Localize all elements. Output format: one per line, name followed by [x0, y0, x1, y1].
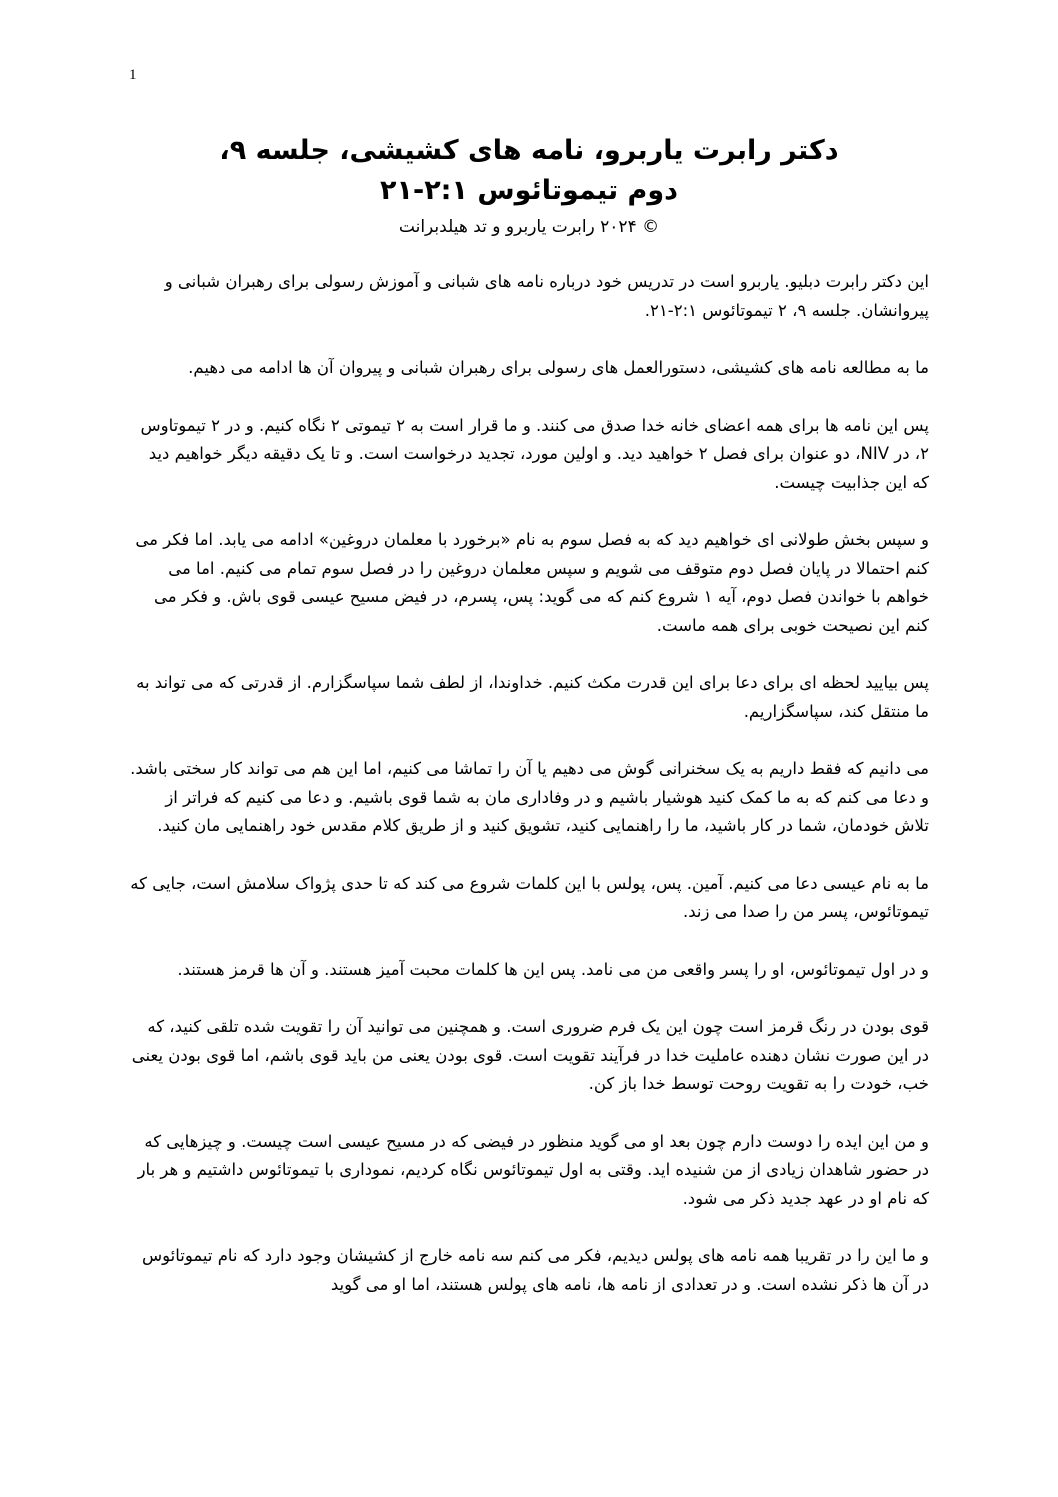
document-header: [129, 131, 929, 241]
document-title-line-1: دکتر رابرت یاربرو، نامه های کشیشی، جلسه ۹،: [219, 135, 839, 166]
paragraph-8: و در اول تیموتائوس، او را پسر واقعی من می نامد. پس این ها کلمات محبت آمیز هستند. و آن ها قرمز هستند.: [177, 959, 929, 979]
document-body: [129, 268, 929, 1328]
document-title-line-2: دوم تیموتائوس ۲:۱-۲۱: [380, 175, 678, 206]
paragraph-4: و سپس بخش طولانی ای خواهیم دید که به فصل سوم به نام «برخورد با معلمان دروغین» ادامه می یابد. اما فکر می کنم احتمالا در پایان فصل دوم متوقف می شویم و سپس معلمان دروغین را در فصل سوم تمام می کنیم. اما می خواهم با خواندن فصل دوم، آیه ۱ شروع کنم که می گوید: پس، پسرم، در فیض مسیح عیسی قوی باش. و فکر می کنم این نصیحت خوبی برای همه ماست.: [135, 530, 929, 635]
paragraph-11: و ما این را در تقریبا همه نامه های پولس دیدیم، فکر می کنم سه نامه خارج از کشیشان وجود دارد که نام تیموتائوس در آن ها ذکر نشده است. و در تعدادی از نامه ها، نامه های پولس هستند، اما او می گوید: [141, 1246, 929, 1294]
page-number: 1: [129, 67, 137, 83]
paragraph-6: می دانیم که فقط داریم به یک سخنرانی گوش می دهیم یا آن را تماشا می کنیم، اما این هم می تواند کار سختی باشد. و دعا می کنم که به ما کمک کنید هوشیار باشیم و در وفاداری مان به شما قوی باشیم. و دعا می کنیم که فراتر از تلاش خودمان، شما در کار باشید، ما را راهنمایی کنید، تشویق کنید و از طریق کلام مقدس خود راهنمایی مان کنید.: [130, 759, 929, 835]
paragraph-3: پس این نامه ها برای همه اعضای خانه خدا صدق می کنند. و ما قرار است به ۲ تیموتی ۲ نگاه کنیم. و در ۲ تیموتاوس ۲، در NIV، دو عنوان برای فصل ۲ خواهید دید. و اولین مورد، تجدید درخواست است. و تا یک دقیقه دیگر خواهیم دید که این جذابیت چیست.: [140, 415, 929, 492]
paragraph-1: این دکتر رابرت دبلیو. یاربرو است در تدریس خود درباره نامه های شبانی و آموزش رسولی برای رهبران شبانی و پیروانشان. جلسه ۹، ۲ تیموتائوس ۲:۱-۲۱.: [164, 272, 929, 320]
paragraph-10: و من این ایده را دوست دارم چون بعد او می گوید منظور در فیضی که در مسیح عیسی است چیست. و چیزهایی که در حضور شاهدان زیادی از من شنیده اید. وقتی به اول تیموتائوس نگاه کردیم، نموداری با تیموتائوس داشتیم و هر بار که نام او در عهد جدید ذکر می شود.: [137, 1131, 929, 1208]
paragraph-5: پس بیایید لحظه ای برای دعا برای این قدرت مکث کنیم. خداوندا، از لطف شما سپاسگزارم. از قدرتی که می تواند به ما منتقل کند، سپاسگزاریم.: [136, 673, 929, 721]
paragraph-7: ما به نام عیسی دعا می کنیم. آمین. پس، پولس با این کلمات شروع می کند که تا حدی پژواک سلامش است، جایی که تیموتائوس، پسر من را صدا می زند.: [130, 873, 929, 921]
paragraph-2: ما به مطالعه نامه های کشیشی، دستورالعمل های رسولی برای رهبران شبانی و پیروان آن ها ادامه می دهیم.: [188, 358, 929, 377]
copyright-line: © ۲۰۲۴ رابرت یاربرو و تد هیلدبرانت: [398, 217, 660, 237]
paragraph-9: قوی بودن در رنگ قرمز است چون این یک فرم ضروری است. و همچنین می توانید آن را تقویت شده تلقی کنید، که در این صورت نشان دهنده عاملیت خدا در فرآیند تقویت است. قوی بودن یعنی من باید قوی باشم، اما قوی بودن یعنی خب، خودت را به تقویت روحت توسط خدا باز کن.: [131, 1017, 929, 1093]
